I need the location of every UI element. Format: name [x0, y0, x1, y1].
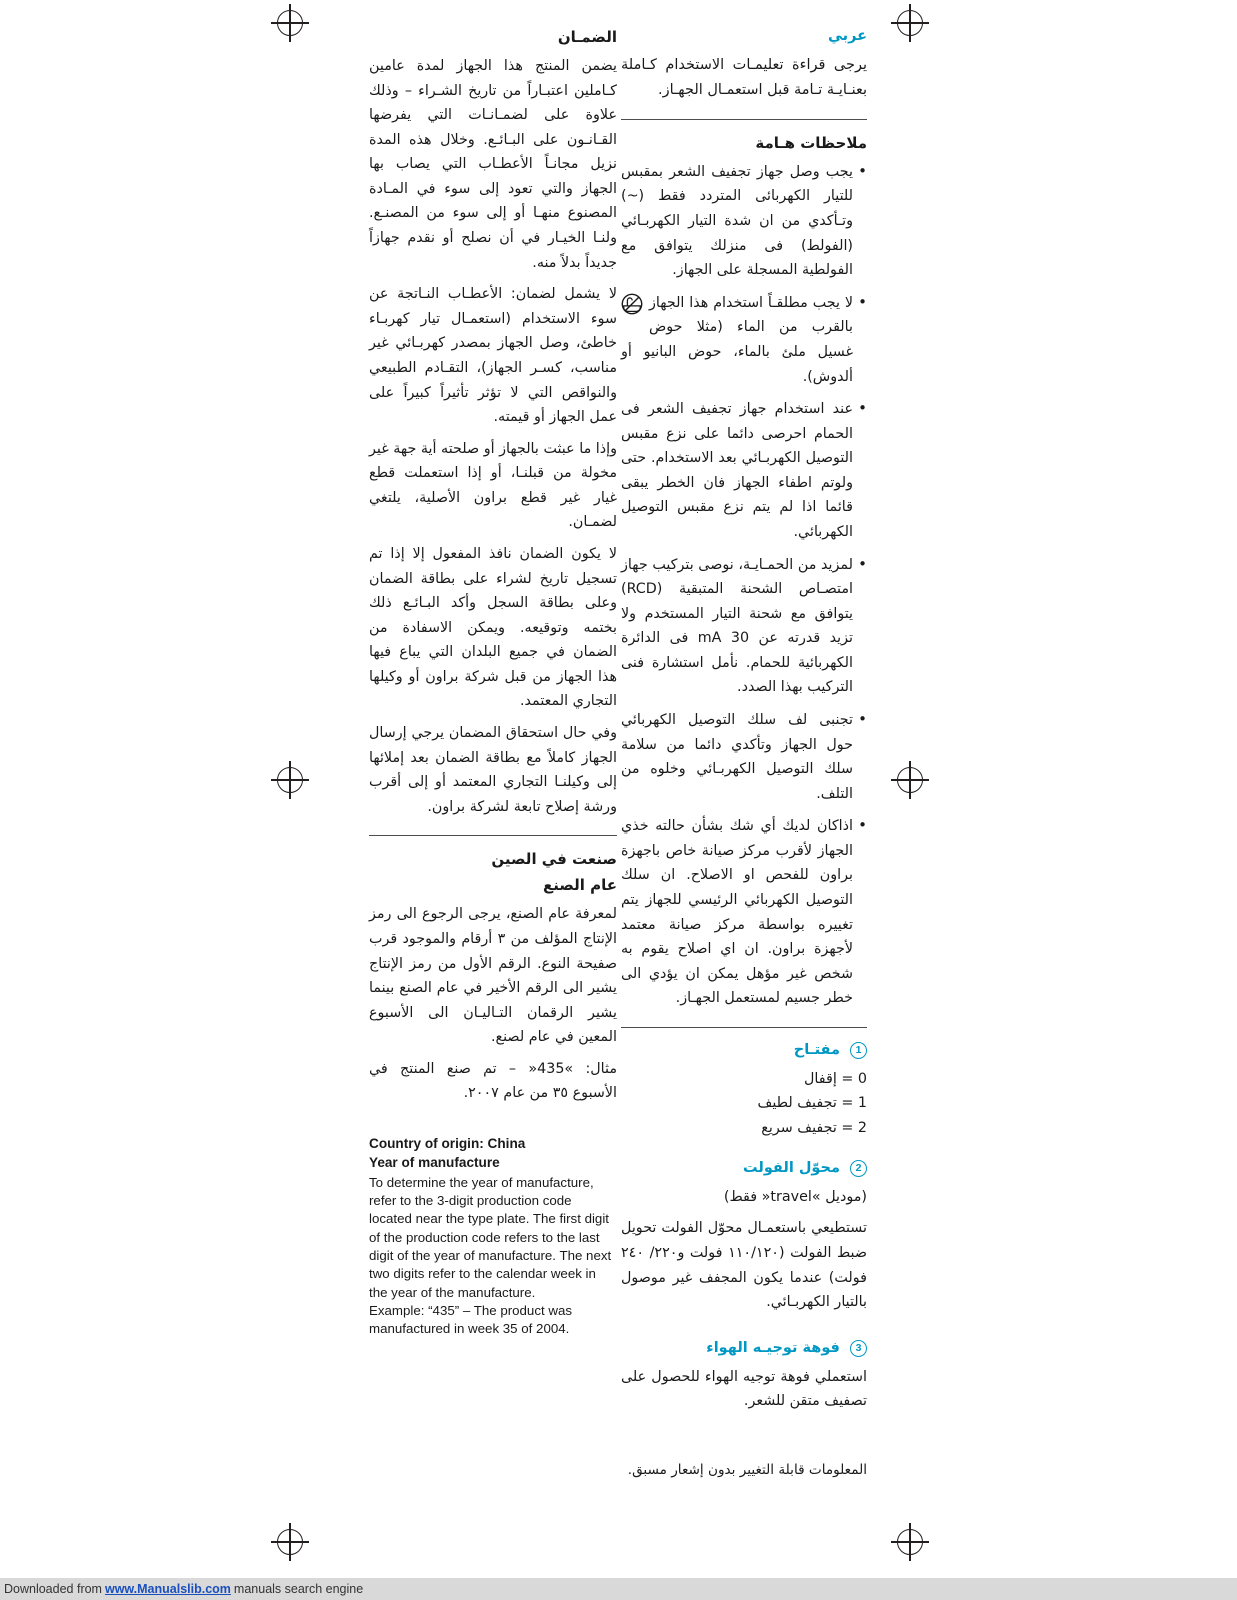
voltage-section-title: [621, 1160, 867, 1177]
warranty-paragraph-3: وإذا ما عبثت بالجهاز أو صلحته أية جهة غير مخولة من قبلنـا، أو إذا استعملت قطع غيار غير قطع براون الأصلية، يلتغي لضمـان.: [369, 440, 617, 531]
registration-mark-middle-right: [897, 767, 923, 793]
footer-suffix: manuals search engine: [233, 1582, 364, 1596]
registration-mark-bottom-right: [897, 1529, 923, 1555]
no-bath-icon: [621, 293, 643, 324]
switch-section-title: [621, 1042, 867, 1059]
voltage-body: تستطيعي باستعمـال محوّل الفولت تحويل ضبط الفولت (١١٠/١٢٠ فولت و٢٢٠/ ٢٤٠ فولت) عندما يكون المجفف غير موصول بالتيار الكهربـائي.: [621, 1220, 867, 1311]
made-in-example: مثال: »435« – تم صنع المنتج في الأسبوع ٣٥ من عام ٢٠٠٧.: [369, 1060, 617, 1102]
footer-prefix: Downloaded from: [4, 1582, 102, 1596]
manualslib-link[interactable]: www.Manualslib.com: [104, 1582, 231, 1596]
registration-mark-middle-left: [277, 767, 303, 793]
english-heading-year: Year of manufacture: [369, 1155, 500, 1171]
voltage-section-label: محوّل الفولت: [743, 1159, 840, 1176]
divider-notes-bottom: [621, 1027, 867, 1028]
list-item-no-bath: [621, 291, 867, 389]
important-notes-list: [621, 160, 867, 1011]
switch-option-2: 2 = تجفيف سريع: [761, 1119, 867, 1136]
marker-2: 2: [850, 1160, 867, 1177]
list-item-label: لا يجب مطلقـاً استخدام هذا الجهاز بالقرب من الماء (مثلا حوض غسيل ملئ بالماء، حوض البانيو أو ألدوش).: [621, 294, 853, 385]
english-heading-country: Country of origin: China: [369, 1135, 526, 1151]
language-label: عربي: [827, 28, 867, 44]
year-of-manufacture-title: عام الصنع: [542, 876, 617, 895]
registration-mark-bottom-left: [277, 1529, 303, 1555]
nozzle-section-label: فوهة توجيـه الهواء: [706, 1339, 840, 1356]
download-footer: [0, 1578, 1237, 1600]
registration-mark-top-right: [897, 10, 923, 36]
list-item: • تجنبى لف سلك التوصيل الكهربائي حول الجهاز وتأكدي دائما من سلامة سلك التوصيل الكهربـائي وخلوه من التلف.: [621, 708, 867, 806]
marker-1: 1: [850, 1042, 867, 1059]
english-example: Example: “435” – The product was manufactured in week 35 of 2004.: [369, 1303, 573, 1337]
list-item: • عند استخدام جهاز تجفيف الشعر فى الحمام احرصى دائما على نزع مقبس التوصيل الكهربـائي بعد الاستخدام. حتى ولوتم اطفاء الجهاز فان الخطر يبقى قائما اذا لم يتم نزع مقبس التوصيل الكهربائي.: [621, 397, 867, 544]
english-block: [369, 1135, 617, 1339]
nozzle-body: استعملي فوهة توجيه الهواء للحصول على تصفيف متقن للشعر.: [621, 1368, 867, 1410]
divider-top: [621, 119, 867, 120]
warranty-paragraph-1: يضمن المنتج هذا الجهاز لمدة عامين كـاملين اعتبـاراً من تاريخ الشـراء – وذلك علاوة على لضمـانـات التي يفرضها القـانـون على البـائـع. وخلال هذه المدة نزيل مجانـاً الأعطـاب التي يصاب بها الجهاز والتي تعود إلى سوء في المـادة المصنوع منهـا أو إلى سوء من المصنـع. ولنـا الخيـار في أن نصلح أو نقدم جهازاً جديداً بدلاً منه.: [369, 58, 617, 271]
list-item: • اذاكان لديك أي شك بشأن حالته خذي الجهاز لأقرب مركز صيانة خاص باجهزة براون للفحص او الاصلاح. ان سلك التوصيل الكهربائي الرئيسي للجهاز يتم تغييره بواسطة مركز صيانة معتمد لأجهزة براون. ان اي اصلاح يقوم به شخص غير مؤهل يمكن ان يؤدي الى خطر جسيم لمستعمل الجهـاز.: [621, 814, 867, 1011]
column-right: [621, 28, 867, 1482]
voltage-subtitle: (موديل »travel« فقط): [723, 1188, 867, 1205]
important-notes-title: ملاحظات هـامة: [755, 133, 867, 152]
warranty-paragraph-2: لا يشمل لضمان: الأعطـاب النـاتجة عن سوء الاستخدام (استعمـال تيار كهربـاء خاطئ، وصل الجهاز بمصدر كهربـائي غير مناسب، كسـر الجهاز)، التقـادم الطبيعي والنواقص التي لا تؤثر تأثيراً كبيراً على عمل الجهاز أو قيمته.: [369, 286, 617, 426]
registration-mark-top-left: [277, 10, 303, 36]
made-in-title: صنعت في الصين: [491, 850, 617, 869]
switch-option-0: 0 = إقفال: [804, 1070, 867, 1087]
disclaimer: المعلومات قابلة التغيير بدون إشعار مسبق.: [627, 1461, 867, 1478]
nozzle-section-title: [621, 1340, 867, 1357]
marker-3: 3: [850, 1340, 867, 1357]
column-middle: [369, 28, 617, 1339]
divider-warranty-bottom: [369, 835, 617, 836]
made-in-body: لمعرفة عام الصنع، يرجى الرجوع الى رمز الإنتاج المؤلف من ٣ أرقام والموجود قرب صفيحة النوع. الرقم الأول من رمز الإنتاج يشير الى الرقم الأخير في عام الصنع بينما يشير الرقمان التـاليـان الى الأسبوع المعين في عام لصنع.: [369, 906, 617, 1046]
switch-option-1: 1 = تجفيف لطيف: [757, 1095, 867, 1112]
list-item: • لمزيد من الحمـايـة، نوصى بتركيب جهاز امتصـاص الشحنة المتبقية (RCD) يتوافق مع شحنة التيار المستخدم ولا تزيد قدرته عن 30 mA فى الدائرة الكهربائية للحمام. نأمل استشارة فنى التركيب بهذا الصدد.: [621, 553, 867, 700]
intro-paragraph: يرجى قراءة تعليمـات الاستخدام كـاملة بعنـايـة تـامة قبل استعمـال الجهـاز.: [621, 57, 867, 98]
warranty-paragraph-4: لا يكون الضمان نافذ المفعول إلا إذا تم تسجيل تاريخ لشراء على بطاقة الضمان وعلى بطاقة السجل وأكد البـائـع ذلك بختمه وتوقيعه. ويمكن الاسفادة من الضمان في جميع البلدان التي يباع فيها هذا الجهاز من قبل شركة براون أو وكيلها التجاري المعتمد.: [369, 545, 617, 710]
warranty-title: الضمـان: [557, 28, 617, 46]
english-paragraph: To determine the year of manufacture, refer to the 3-digit production code located near the type plate. The first digit of the production code refers to the last digit of the year of manufacture. The next two digits refer to the calendar week in the year of the manufacture.: [369, 1174, 612, 1300]
warranty-paragraph-5: وفي حال استحقاق المضمان يرجي إرسال الجهاز كاملاً مع بطاقة الضمان بعد إملائها إلى وكيلنـا التجاري المعتمد أو إلى أقرب ورشة إصلاح تابعة لشركة براون.: [369, 725, 617, 815]
switch-section-label: مفتـاح: [793, 1041, 840, 1058]
list-item: • يجب وصل جهاز تجفيف الشعر بمقبس للتيار الكهربائى المتردد فقط (~) وتـأكدي من ان شدة التيار الكهربـائي (الفولط) فى منزلك يتوافق مع الفولطية المسجلة على الجهاز.: [621, 160, 867, 283]
